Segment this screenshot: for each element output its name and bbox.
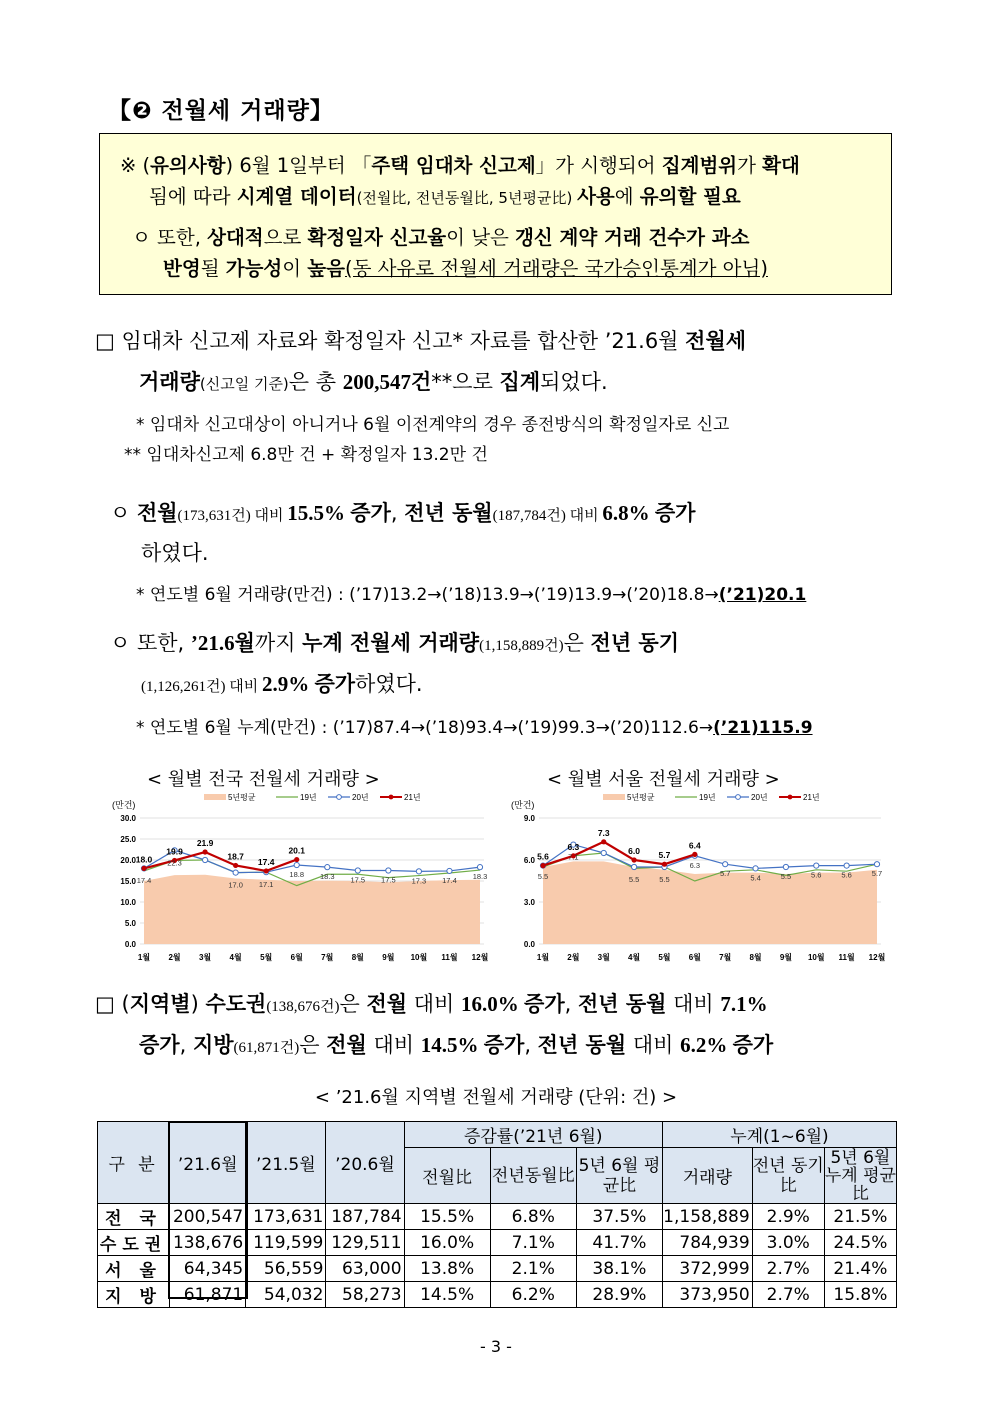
notice-text: 될 [200,257,226,280]
cell-may21: 173,631 [246,1204,326,1230]
cell-region: 서 울 [98,1256,170,1282]
series-line-20년 [144,850,480,872]
x-tick-label: 5월 [260,953,273,962]
para-text: * 연도별 6월 누계(만건) : (’17)87.4→(’18)93.4→(’19)99.3→(’20)112.6→ [136,718,714,738]
legend-label: 21년 [803,793,820,802]
legend-marker [788,795,793,800]
y-tick-label: 25.0 [120,835,136,844]
para-text: (61,871건) [233,1040,300,1056]
th-vol: 거래량 [663,1148,753,1204]
th-jun20: ’20.6월 [326,1122,404,1204]
cell-mom: 15.5% [404,1204,490,1230]
para-text: 전년 동월 [537,1033,627,1057]
notice-text: (전월比, 전년동월比, 5년평균比) [356,189,578,207]
para-text: (신고일 기준) [199,375,289,393]
notice-text: 으로 [263,226,308,249]
legend-label: 20년 [352,793,369,802]
para-text: 전년 동월 [404,501,493,525]
cell-jun20: 58,273 [326,1282,404,1308]
point [631,864,636,869]
cell-cum-5y: 24.5% [824,1230,896,1256]
data-label: 18.3 [319,872,335,882]
x-tick-label: 10월 [807,953,825,962]
para1-line1 [95,325,746,355]
para-text: □ ( [95,992,130,1016]
notice-text: 유의할 필요 [639,185,741,208]
legend-label: 5년평균 [228,793,256,802]
th-cum: 누계(1~6월) [663,1122,897,1148]
cell-mom: 16.0% [404,1230,490,1256]
para-text: 거래량 [139,370,200,394]
para-text: 전월 [136,501,178,525]
data-label: 5.4 [750,873,761,883]
chart-national [100,788,495,970]
x-tick-label: 2월 [567,953,580,962]
para-text: (187,784건) 대비 [492,508,603,524]
cell-region: 전 국 [98,1204,170,1230]
data-label: 7.3 [597,827,610,838]
y-tick-label: 30.0 [120,814,136,823]
para-text: * 연도별 6월 거래량(만건) : (’17)13.2→(’18)13.9→(’19)13.9→(’20)18.8→ [136,585,719,605]
notice-text: 됨에 따라 [149,185,237,208]
para-text: ㅇ [110,501,137,525]
para-text: 15.5% 증가 [287,501,391,525]
point [631,857,636,862]
point [874,862,879,867]
th-c5y: 5년 6월누계 평균比 [824,1147,896,1204]
table-caption: < ’21.6월 지역별 전월세 거래량 (단위: 건) > [314,1087,678,1108]
legend-label: 20년 [751,793,768,802]
para-text: 전년 동기 [590,631,680,655]
para-text: ’21.6월 [190,631,255,655]
notice-text: 상대적 [207,226,264,249]
x-tick-label: 8월 [351,953,364,962]
notice-text: 사용 [577,185,615,208]
point [294,862,299,867]
para-text: , [524,1033,538,1057]
x-tick-label: 7월 [719,953,732,962]
point [814,863,819,868]
para-text: 전월 [326,1033,367,1057]
cell-cum-5y: 21.4% [824,1256,896,1282]
x-tick-label: 8월 [749,953,762,962]
para2-footnote [136,580,806,605]
notice-text: 높음 [307,257,345,280]
legend-marker [736,795,741,800]
series-line-21년 [543,842,695,866]
legend-label: 19년 [699,793,716,802]
cell-jun21: 64,345 [170,1256,246,1282]
notice-text: (동 사유로 전월세 거래량은 국가승인통계가 아님) [344,257,768,280]
notice-line-1 [120,150,800,178]
data-label: 5.5 [659,875,670,884]
highlight-jun21-column [168,1121,248,1299]
para-text: (173,631건) 대비 [177,508,288,524]
data-label: 17.4 [442,875,457,885]
cell-cum-5y: 21.5% [824,1204,896,1230]
point [202,849,207,854]
x-tick-label: 5월 [658,953,671,962]
data-label: 17.4 [257,856,275,867]
data-label: 6.3 [567,841,580,852]
legend-label: 5년평균 [627,793,655,802]
y-axis-label: (만건) [511,800,535,810]
para-text: 은 [299,1033,327,1057]
data-label: 19.9 [166,846,183,857]
cell-cum-vol: 784,939 [663,1230,753,1256]
data-label: 18.7 [227,851,244,862]
notice-text: 유의사항 [150,154,226,177]
cell-cum-vol: 373,950 [663,1282,753,1308]
point [540,863,545,868]
para4-line2 [139,1029,773,1059]
para2-line1 [110,497,695,527]
cell-yoy: 6.8% [490,1204,576,1230]
para-text: (1,158,889건) [479,638,564,654]
th-yoy: 전년동월比 [490,1148,576,1204]
para-text: 은 [563,631,591,655]
x-tick-label: 7월 [321,953,334,962]
cell-cum-vol: 372,999 [663,1256,753,1282]
notice-text: 확대 [762,154,800,177]
notice-text: 가 [737,154,763,177]
x-tick-label: 11월 [441,953,458,962]
notice-line-2 [149,181,741,209]
notice-text: ㅇ 또한, [132,226,208,249]
para-text: (’21)115.9 [713,718,813,738]
para-text: , [564,992,578,1016]
cell-may21: 56,559 [246,1256,326,1282]
data-label: 21.9 [196,838,214,849]
x-tick-label: 3월 [198,953,212,962]
cell-cum-yoy: 2.7% [752,1256,824,1282]
cell-cum-yoy: 3.0% [752,1230,824,1256]
data-label: 7.1 [568,852,579,862]
point [264,868,269,873]
y-tick-label: 0.0 [523,940,535,949]
cell-mom: 13.8% [404,1256,490,1282]
th-jun21: ’21.6월 [170,1122,246,1204]
th-rate: 증감률(’21년 6월) [404,1122,662,1148]
notice-line-3 [132,222,749,250]
legend-label: 19년 [300,793,317,802]
point [662,862,667,867]
para-text: 대비 [407,992,462,1016]
para-text: 7.1% [720,992,768,1016]
data-label: 17.0 [228,880,243,890]
x-tick-label: 3월 [597,953,610,962]
th-cyoy: 전년 동기比 [752,1148,824,1204]
x-tick-label: 6월 [688,953,701,962]
data-label: 5.6 [811,870,822,880]
para-text: 증가 [139,1033,180,1057]
para1-line2 [139,366,608,396]
page-number: - 3 - [480,1337,512,1356]
data-label: 5.5 [537,872,549,881]
cell-jun20: 187,784 [326,1204,404,1230]
data-label: 17.1 [258,880,274,890]
x-tick-label: 6월 [290,953,303,962]
data-label: 17.4 [136,875,152,885]
para-text: (138,676건) [266,999,340,1015]
para3-footnote [136,713,813,738]
point [233,863,238,868]
data-label: 17.5 [350,875,366,885]
notice-text: 주택 임대차 신고제 [371,154,536,177]
cell-avg5y: 41.7% [576,1230,662,1256]
data-label: 22.3 [167,858,182,868]
para-text: 지역별 [129,992,191,1016]
para-text: , [179,1033,193,1057]
para-text: 14.5% 증가 [420,1033,525,1057]
point [783,864,788,869]
para-text: 16.0% 증가 [461,992,565,1016]
para-text: 되었다. [540,370,608,394]
para-text: 전월 [366,992,408,1016]
para-text: (’21)20.1 [718,585,807,605]
data-label: 18.8 [289,870,305,880]
point [416,869,421,874]
legend-marker [389,795,394,800]
cell-jun20: 63,000 [326,1256,404,1282]
th-may21: ’21.5월 [246,1122,326,1204]
data-label: 5.5 [628,875,640,884]
notice-text: 시계열 데이터 [236,185,357,208]
chart-title-seoul: < 월별 서울 전월세 거래량 > [547,769,780,790]
data-label: 6.0 [628,846,641,856]
footnote-2: ** 임대차신고제 6.8만 건 + 확정일자 13.2만 건 [124,445,488,465]
cell-yoy: 2.1% [490,1256,576,1282]
para-text: 까지 [254,631,303,655]
cell-may21: 54,032 [246,1282,326,1308]
cell-yoy: 6.2% [490,1282,576,1308]
data-label: 18.0 [135,854,153,865]
data-label: 5.7 [719,869,731,879]
para-text: 누계 전월세 거래량 [302,631,480,655]
para-text: 대비 [366,1033,421,1057]
cell-yoy: 7.1% [490,1230,576,1256]
data-label: 17.5 [381,875,396,885]
para-text: 2.9% 증가 [261,672,356,696]
y-tick-label: 20.0 [120,856,136,865]
para-text: 은 총 [288,370,343,394]
cell-avg5y: 38.1% [576,1256,662,1282]
para-text: 수도권 [205,992,267,1016]
para-text: ㅇ 또한, [110,631,191,655]
para3-line1 [110,627,679,657]
cell-jun20: 129,511 [326,1230,404,1256]
x-tick-label: 4월 [229,953,242,962]
para-text: □ 임대차 신고제 자료와 확정일자 신고* 자료를 합산한 ’21.6월 [95,329,686,353]
data-label: 5.5 [780,872,792,881]
y-tick-label: 5.0 [124,919,136,928]
para-text: 은 [339,992,367,1016]
cell-jun21: 200,547 [170,1204,246,1230]
point [601,839,606,844]
x-tick-label: 12월 [471,953,489,962]
y-tick-label: 0.0 [124,940,136,949]
x-tick-label: 10월 [410,953,428,962]
para-text: 지방 [192,1033,234,1057]
cell-cum-yoy: 2.9% [752,1204,824,1230]
para-text: 대비 [666,992,721,1016]
legend-label: 21년 [404,793,421,802]
para-text: (1,126,261건) 대비 [141,679,262,695]
notice-text: 반영 [163,257,201,280]
x-tick-label: 1월 [536,953,550,962]
point [477,865,482,870]
y-axis-label: (만건) [112,800,136,810]
legend-swatch [204,794,226,800]
para-text: 200,547건 [342,370,432,394]
para-text: ) [190,992,206,1016]
point [447,868,452,873]
th-region: 구 분 [98,1122,170,1204]
point [202,857,207,862]
cell-avg5y: 28.9% [576,1282,662,1308]
data-label: 18.3 [472,872,488,882]
chart-title-national: < 월별 전국 전월세 거래량 > [147,769,380,790]
data-label: 5.6 [841,870,852,880]
legend-swatch [603,794,625,800]
cell-mom: 14.5% [404,1282,490,1308]
point [294,857,299,862]
para-text: 대비 [626,1033,681,1057]
notice-text: 에 [614,185,640,208]
notice-text: 집계범위 [661,154,738,177]
series-area-5년평균 [144,875,480,944]
data-label: 6.4 [688,840,701,851]
x-tick-label: 1월 [137,953,151,962]
point [386,868,391,873]
point [723,862,728,867]
para4-line1 [95,988,768,1018]
cell-may21: 119,599 [246,1230,326,1256]
footnote-1: * 임대차 신고대상이 아니거나 6월 이전계약의 경우 종전방식의 확정일자로 신고 [136,415,730,435]
data-label: 5.7 [658,850,671,861]
data-label: 5.7 [871,869,883,879]
cell-region: 수도권 [98,1230,170,1256]
para-text: 하였다. [355,672,423,696]
section-title: 【❷ 전월세 거래량】 [108,98,334,124]
point [692,852,697,857]
para-text: **으로 [431,370,500,394]
notice-text: 이 [282,257,308,280]
para2-line2: 하였다. [141,541,209,565]
x-tick-label: 4월 [627,953,641,962]
notice-text: 」가 시행되어 [535,154,662,177]
notice-text: 확정일자 신고율 [307,226,447,249]
point [141,866,146,871]
x-tick-label: 11월 [838,953,855,962]
legend-marker [337,795,342,800]
cell-jun21: 138,676 [170,1230,246,1256]
x-tick-label: 2월 [168,953,181,962]
notice-line-4 [163,253,768,281]
th-mom: 전월比 [404,1148,490,1204]
x-tick-label: 12월 [868,953,886,962]
para-text: 전월세 [685,329,747,353]
para3-line2 [141,668,423,698]
x-tick-label: 9월 [779,953,793,962]
data-label: 17.3 [411,876,427,886]
notice-text: 이 낮은 [446,226,516,249]
y-tick-label: 6.0 [523,856,535,865]
chart-seoul [505,788,895,970]
para-text: 6.2% 증가 [680,1033,774,1057]
para-text: 전년 동월 [577,992,667,1016]
point [233,870,238,875]
x-tick-label: 9월 [382,953,395,962]
cell-jun21: 61,871 [170,1282,246,1308]
y-tick-label: 10.0 [120,898,136,907]
data-label: 20.1 [288,845,306,856]
notice-text: 갱신 계약 거래 건수가 과소 [515,226,750,249]
notice-text: ※ ( [120,154,151,177]
series-area-5년평균 [543,861,877,944]
point [844,863,849,868]
point [753,866,758,871]
para-text: , [390,501,405,525]
cell-cum-yoy: 2.7% [752,1282,824,1308]
notice-box [99,133,892,295]
y-tick-label: 15.0 [120,877,136,886]
point [601,850,606,855]
cell-cum-5y: 15.8% [824,1282,896,1308]
notice-text: ) 6월 1일부터 「 [225,154,372,177]
point [325,865,330,870]
cell-cum-vol: 1,158,889 [663,1204,753,1230]
y-tick-label: 9.0 [523,814,535,823]
notice-text: 가능성 [225,257,283,280]
para-text: 6.8% 증가 [602,501,696,525]
para-text: 집계 [499,370,541,394]
point [355,868,360,873]
y-tick-label: 3.0 [523,898,535,907]
cell-region: 지 방 [98,1282,170,1308]
data-label: 5.6 [537,851,549,862]
data-label: 6.3 [689,860,701,870]
th-5y: 5년 6월 평균比 [576,1148,662,1204]
cell-avg5y: 37.5% [576,1204,662,1230]
